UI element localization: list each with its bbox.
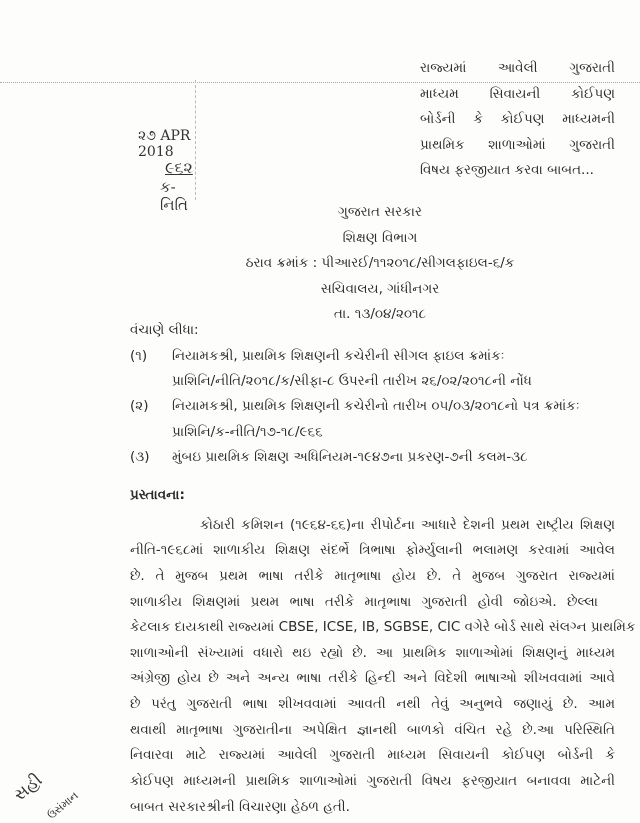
subject-line: વિષય ફરજીયાત કરવા બાબત... [420, 162, 594, 178]
handwritten-note: ઉસંમાન [45, 788, 81, 822]
subject-line: પ્રાથમિક શાળાઓમાં ગુજરાતી [420, 137, 615, 153]
paragraph-line: બાબત સરકારશ્રીની વિચારણા હેઠળ હતી. [130, 799, 350, 815]
subject-line: માધ્યમ સિવાયની કોઈપણ [420, 86, 615, 102]
preamble-heading: પ્રસ્તાવના: [130, 487, 185, 503]
paragraph-line: કેટલાક દાયકાથી રાજ્યમાં CBSE, ICSE, IB, SGBSE, CIC વગેરે બોર્ડ સાથે સંલગ્ન પ્રાથમિક [130, 619, 636, 635]
resolution-date: તા. ૧૩/૦૪/૨૦૧૮ [333, 306, 427, 322]
paragraph-line: શાળાઓની સંખ્યામાં વધારો થઇ રહ્યો છે. આ પ્રાથમિક શાળાઓમાં શિક્ષણનું માધ્યમ [130, 645, 615, 661]
department-name: શિક્ષણ વિભાગ [342, 230, 418, 246]
stamp-section: ક-નિતિ [160, 178, 188, 214]
reference-text: નિયામકશ્રી, પ્રાથમિક શિક્ષણની કચેરીની સીગલ ફાઇલ ક્રમાંકઃ [172, 348, 505, 364]
stamp-date: ૨૭ APR 2018 [138, 128, 191, 160]
handwritten-signature: સહી [10, 770, 47, 806]
subject-line: બોર્ડની કે કોઈપણ માધ્યમની [420, 111, 615, 127]
paragraph-line: છે પરંતુ ગુજરાતી ભાષા શીખવવામાં આવતી નથી તેવું અનુભવે જણાયું છે. આમ [130, 696, 615, 712]
reference-text: નિયામકશ્રી, પ્રાથમિક શિક્ષણની કચેરીનો તારીખ ૦૫/૦૩/૨૦૧૮નો પત્ર ક્રમાંકઃ [172, 398, 580, 414]
reference-number: (૧) [130, 348, 148, 364]
government-name: ગુજરાત સરકાર [338, 204, 422, 220]
inward-stamp [0, 80, 196, 214]
paragraph-line: અંગ્રેજી હોય છે અને અન્ય ભાષા તરીકે હિન્દી અને વિદેશી ભાષાઓ શીખવવામાં આવે [130, 670, 615, 686]
place: સચિવાલય, ગાંધીનગર [320, 281, 440, 297]
stamp-number: ૯૬૨ [165, 158, 193, 177]
paragraph-line: છે. તે મુજબ પ્રથમ ભાષા તરીકે માતૃભાષા હોય છે. તે મુજબ ગુજરાત રાજ્યમાં [130, 568, 615, 584]
reference-text: પ્રાશિનિ/ક-નીતિ/૧૭-૧૮/૯૬૬ [172, 424, 323, 440]
paragraph-line: નિવારવા માટે રાજ્યમાં આવેલી ગુજરાતી માધ્યમ સિવાયની કોઈપણ બોર્ડની કે [130, 747, 615, 763]
resolution-number: ઠરાવ ક્રમાંક : પીઆરઈ/૧૧૨૦૧૮/સીગલફાઇલ-૬/ક [245, 255, 515, 271]
reference-text: પ્રાશિનિ/નીતિ/૨૦૧૮/ક/સીફા-૮ ઉપરની તારીખ ૨૬/૦૨/૨૦૧૮ની નોંધ [172, 373, 532, 389]
subject-line: રાજ્યમાં આવેલી ગુજરાતી [420, 60, 615, 76]
paragraph-line: નીતિ-૧૯૬૮માં શાળાકીય શિક્ષણ સંદર્ભે ત્રિભાષા ફોર્મ્યુલાની ભલામણ કરવામાં આવેલ [130, 542, 615, 558]
references-heading: વંચાણે લીધા: [130, 322, 199, 338]
paragraph-line: કોઈપણ માધ્યમની પ્રાથમિક શાળાઓમાં ગુજરાતી વિષય ફરજીયાત બનાવવા માટેની [130, 773, 615, 789]
reference-number: (૨) [130, 398, 149, 414]
reference-text: મુંબઇ પ્રાથમિક શિક્ષણ અધિનિયમ-૧૯૪૭ના પ્રકરણ-૭ની કલમ-૩૮ [172, 449, 528, 465]
reference-number: (૩) [130, 449, 150, 465]
paragraph-line: કોઠારી કમિશન (૧૯૬૪-૬૬)ના રીપોર્ટના આધારે દેશની પ્રથમ રાષ્ટ્રીય શિક્ષણ [200, 517, 615, 533]
paragraph-line: શાળાકીય શિક્ષણમાં પ્રથમ ભાષા તરીકે માતૃભાષા ગુજરાતી હોવી જોઇએ. છેલ્લા [130, 594, 598, 610]
paragraph-line: થવાથી માતૃભાષા ગુજરાતીના અપેક્ષિત જ્ઞાનથી બાળકો વંચિત રહે છે.આ પરિસ્થિતિ [130, 722, 615, 738]
